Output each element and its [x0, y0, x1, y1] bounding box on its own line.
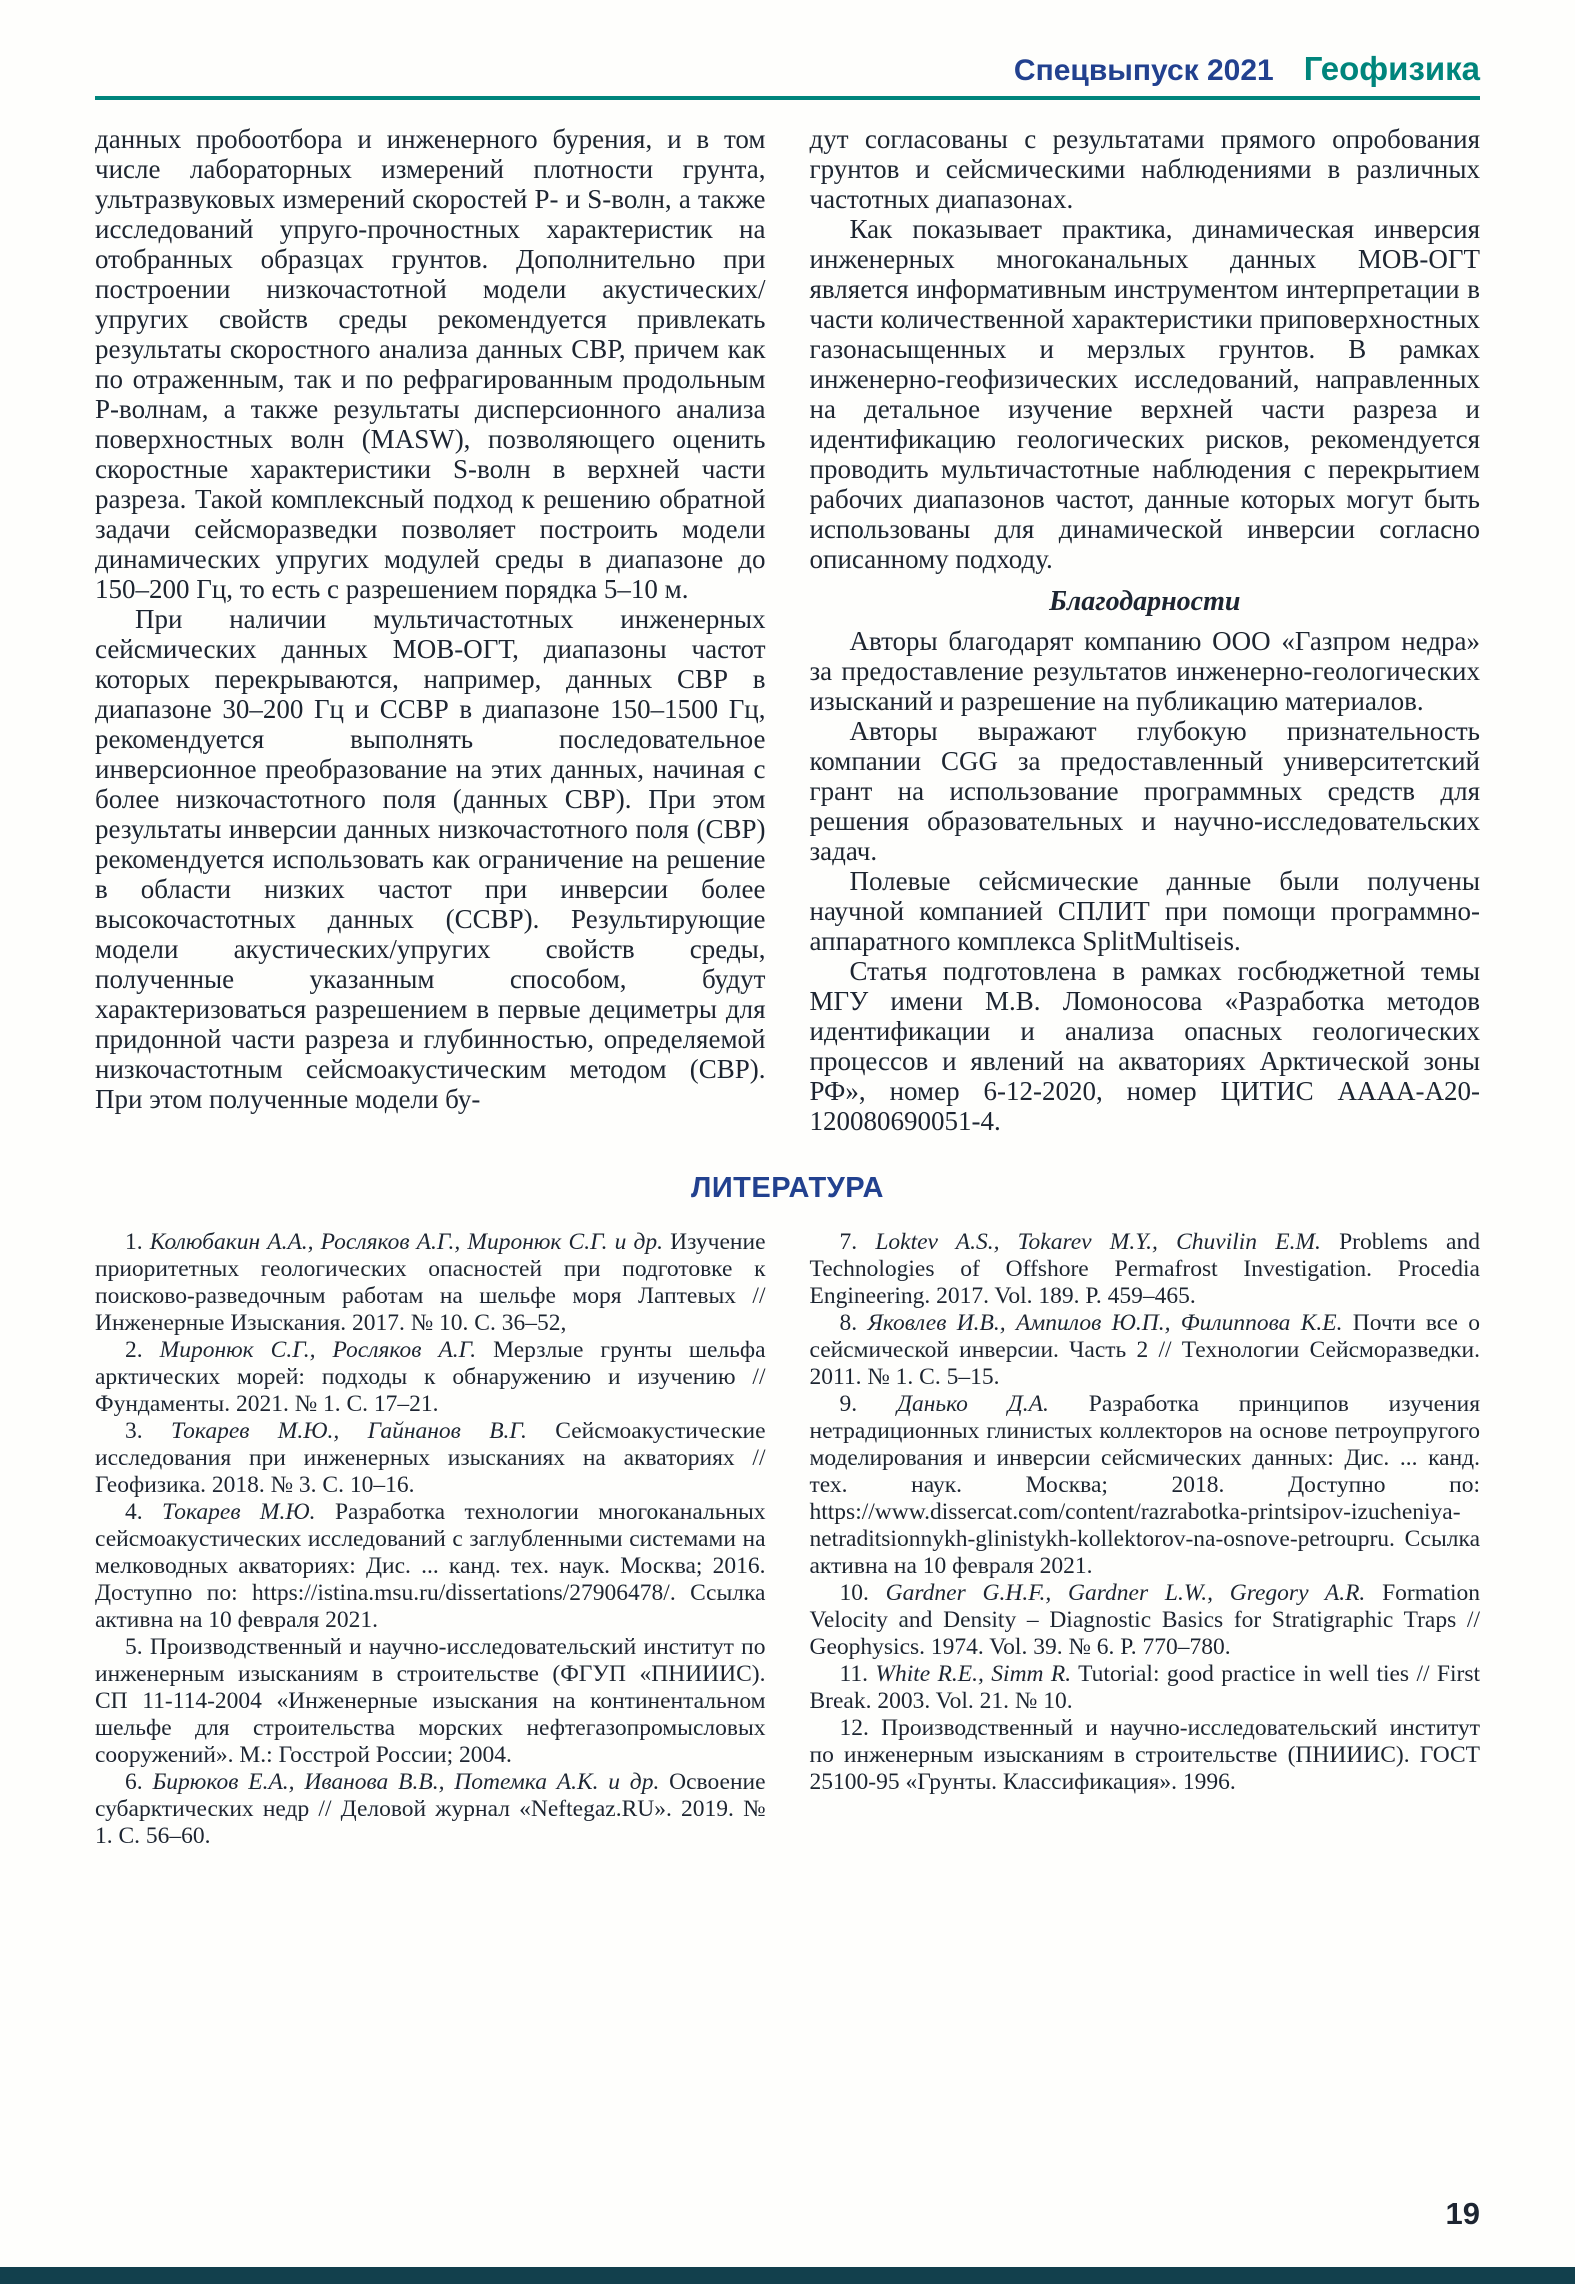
reference-item: [95, 1337, 766, 1418]
issue-label: Спецвыпуск 2021: [1013, 54, 1274, 87]
body-paragraph: Авторы благодарят компанию ООО «Газпром недра» за предоставление результатов инженерно-геологических изысканий и разрешение на публикацию материалов.: [809, 626, 1480, 716]
reference-item: [810, 1661, 1481, 1715]
reference-authors: White R.E., Simm R.: [875, 1661, 1072, 1687]
reference-number: 9.: [839, 1391, 858, 1417]
reference-authors: Loktev A.S., Tokarev M.Y., Chuvilin E.M.: [875, 1229, 1321, 1255]
reference-item: [810, 1580, 1481, 1661]
journal-brand: Геофизика: [1303, 50, 1480, 87]
body-paragraph: При наличии мультичастотных инженерных сейсмических данных МОВ-ОГТ, диапазоны частот которых перекрываются, например, данных СВР в диапазоне 30–200 Гц и ССВР в диапазоне 150–1500 Гц, рекомендуется выполнять последовательное инверсионное преобразование на этих данных, начиная с более низкочастотного поля (данных СВР). При этом результаты инверсии данных низкочастотного поля (СВР) рекомендуется использовать как ограничение на решение в области низких частот при инверсии более высокочастотных данных (ССВР). Результирующие модели акустических/упругих свойств среды, полученные указанным способом, будут характеризоваться разрешением в первые дециметры для придонной части разреза и глубинностью, определяемой низкочастотным сейсмоакустическим методом (СВР). При этом полученные модели бу-: [95, 604, 766, 1114]
reference-authors: Данько Д.А.: [897, 1391, 1049, 1417]
header-divider: [95, 96, 1480, 100]
reference-number: 4.: [125, 1499, 143, 1525]
right-column: [810, 124, 1481, 1136]
reference-authors: Gardner G.H.F., Gardner L.W., Gregory A.R.: [885, 1580, 1366, 1606]
body-paragraph: Авторы выражают глубокую признательность компании CGG за предоставленный университетский грант на использование программных средств для решения образовательных и научно-исследовательских задач.: [809, 716, 1480, 866]
reference-item: [95, 1769, 766, 1850]
body-paragraph: Статья подготовлена в рамках госбюджетной темы МГУ имени М.В. Ломоносова «Разработка методов идентификации и анализа опасных геологических процессов и явлений на акваториях Арктической зоны РФ», номер 6-12-2020, номер ЦИТИС АААА-А20-120080690051-4.: [809, 956, 1480, 1136]
reference-text: Освоение субарктических недр // Деловой журнал «Neftegaz.RU». 2019. № 1. С. 56–60.: [95, 1769, 766, 1849]
reference-item: [95, 1229, 766, 1337]
reference-number: 6.: [125, 1769, 143, 1795]
references-right-column: [810, 1229, 1481, 1850]
reference-number: 3.: [125, 1418, 143, 1444]
reference-number: 2.: [125, 1337, 143, 1363]
reference-text: Производственный и научно-исследовательский институт по инженерным изысканиям в строительстве (ПНИИИС). ГОСТ 25100-95 «Грунты. Классификация». 1996.: [809, 1715, 1481, 1795]
body-paragraph: Как показывает практика, динамическая инверсия инженерных многоканальных данных МОВ-ОГТ является информативным инструментом интерпретации в части количественной характеристики приповерхностных газонасыщенных и мерзлых грунтов. В рамках инженерно-геофизических исследований, направленных на детальное изучение верхней части разреза и идентификацию геологических рисков, рекомендуется проводить мультичастотные наблюдения с перекрытием рабочих диапазонов частот, данные которых могут быть использованы для динамической инверсии согласно описанному подходу.: [809, 214, 1480, 574]
reference-number: 7.: [839, 1229, 858, 1255]
reference-item: [95, 1634, 766, 1769]
left-column: [95, 124, 766, 1136]
reference-text: Разработка технологии многоканальных сейсмоакустических исследований с заглубленными системами на мелководных акваториях: Дис. ... канд. тех. наук. Москва; 2016. Доступно по: https://istina.msu.ru/dissertations/27906478/. Ссылка активна на 10 февраля 2021.: [95, 1499, 766, 1633]
references-section: [95, 1229, 1480, 1850]
body-paragraph: данных пробоотбора и инженерного бурения, и в том числе лабораторных измерений плотности грунта, ультразвуковых измерений скоростей P- и S-волн, а также исследований упруго-прочностных характеристик на отобранных образцах грунтов. Дополнительно при построении низкочастотной модели акустических/упругих свойств среды рекомендуется привлекать результаты скоростного анализа данных СВР, причем как по отраженным, так и по рефрагированным продольным P-волнам, а также результаты дисперсионного анализа поверхностных волн (MASW), позволяющего оценить скоростные характеристики S-волн в верхней части разреза. Такой комплексный подход к решению обратной задачи сейсморазведки позволяет построить модели динамических упругих модулей среды в диапазоне до 150–200 Гц, то есть с разрешением порядка 5–10 м.: [95, 124, 766, 604]
reference-text: Производственный и научно-исследовательский институт по инженерным изысканиям в строительстве (ФГУП «ПНИИИС). СП 11-114-2004 «Инженерные изыскания на континентальном шельфе для строительства морских нефтегазопромысловых сооружений». М.: Госстрой России; 2004.: [95, 1634, 766, 1768]
reference-text: Почти все о сейсмической инверсии. Часть 2 // Технологии Сейсморазведки. 2011. № 1. С. 5–15.: [809, 1310, 1481, 1390]
reference-number: 12.: [839, 1715, 869, 1741]
reference-text: Сейсмоакустические исследования при инженерных изысканиях на акваториях // Геофизика. 2018. № 3. С. 10–16.: [95, 1418, 766, 1498]
acknowledgments-heading: Благодарности: [1049, 586, 1241, 617]
literature-heading: ЛИТЕРАТУРА: [690, 1172, 885, 1204]
body-paragraph: дут согласованы с результатами прямого опробования грунтов и сейсмическими наблюдениями в различных частотных диапазонах.: [809, 124, 1480, 214]
body-paragraph: Полевые сейсмические данные были получены научной компанией СПЛИТ при помощи программно-аппаратного комплекса SplitMultiseis.: [809, 866, 1480, 956]
reference-item: [95, 1418, 766, 1499]
reference-authors: Бирюков Е.А., Иванова В.В., Потемка А.К. и др.: [152, 1769, 660, 1795]
reference-text: Изучение приоритетных геологических опасностей при подготовке к поисково-разведочным работам на шельфе моря Лаптевых // Инженерные Изыскания. 2017. № 10. С. 36–52,: [95, 1229, 766, 1336]
article-body: [95, 124, 1480, 1136]
page-number: 19: [1445, 2196, 1480, 2231]
reference-text: Мерзлые грунты шельфа арктических морей: подходы к обнаружению и изучению // Фундаменты. 2021. № 1. С. 17–21.: [95, 1337, 766, 1417]
reference-number: 8.: [839, 1310, 858, 1336]
page-footer-bar: [0, 2267, 1575, 2284]
reference-text: Formation Velocity and Density – Diagnostic Basics for Stratigraphic Traps // Geophysics. 1974. Vol. 39. № 6. P. 770–780.: [809, 1580, 1481, 1660]
reference-item: [810, 1229, 1481, 1310]
reference-text: Разработка принципов изучения нетрадиционных глинистых коллекторов на основе петроупругого моделирования и инверсии сейсмических данных: Дис. ... канд. тех. наук. Москва; 2018. Доступно по: https://www.dissercat.com/content/razrabotka-printsipov-izucheniya-netraditsionnykh-glinistykh-kollektorov-na-osnove-petroupru. Ссылка активна на 10 февраля 2021.: [809, 1391, 1481, 1579]
reference-authors: Миронюк С.Г., Росляков А.Г.: [159, 1337, 477, 1363]
reference-authors: Токарев М.Ю., Гайнанов В.Г.: [170, 1418, 527, 1444]
reference-item: [810, 1391, 1481, 1580]
reference-item: [810, 1310, 1481, 1391]
reference-authors: Яковлев И.В., Ампилов Ю.П., Филиппова К.Е.: [867, 1310, 1343, 1336]
reference-item: [810, 1715, 1481, 1796]
reference-authors: Токарев М.Ю.: [162, 1499, 316, 1525]
reference-text: Problems and Technologies of Offshore Permafrost Investigation. Procedia Engineering. 2017. Vol. 189. P. 459–465.: [809, 1229, 1480, 1309]
reference-number: 1.: [125, 1229, 143, 1255]
page-header: [95, 50, 1480, 88]
reference-item: [95, 1499, 766, 1634]
references-left-column: [95, 1229, 766, 1850]
reference-number: 10.: [839, 1580, 869, 1606]
reference-number: 11.: [839, 1661, 869, 1687]
reference-authors: Колюбакин А.А., Росляков А.Г., Миронюк С.Г. и др.: [149, 1229, 664, 1255]
reference-number: 5.: [125, 1634, 143, 1660]
reference-text: Tutorial: good practice in well ties // First Break. 2003. Vol. 21. № 10.: [809, 1661, 1480, 1714]
